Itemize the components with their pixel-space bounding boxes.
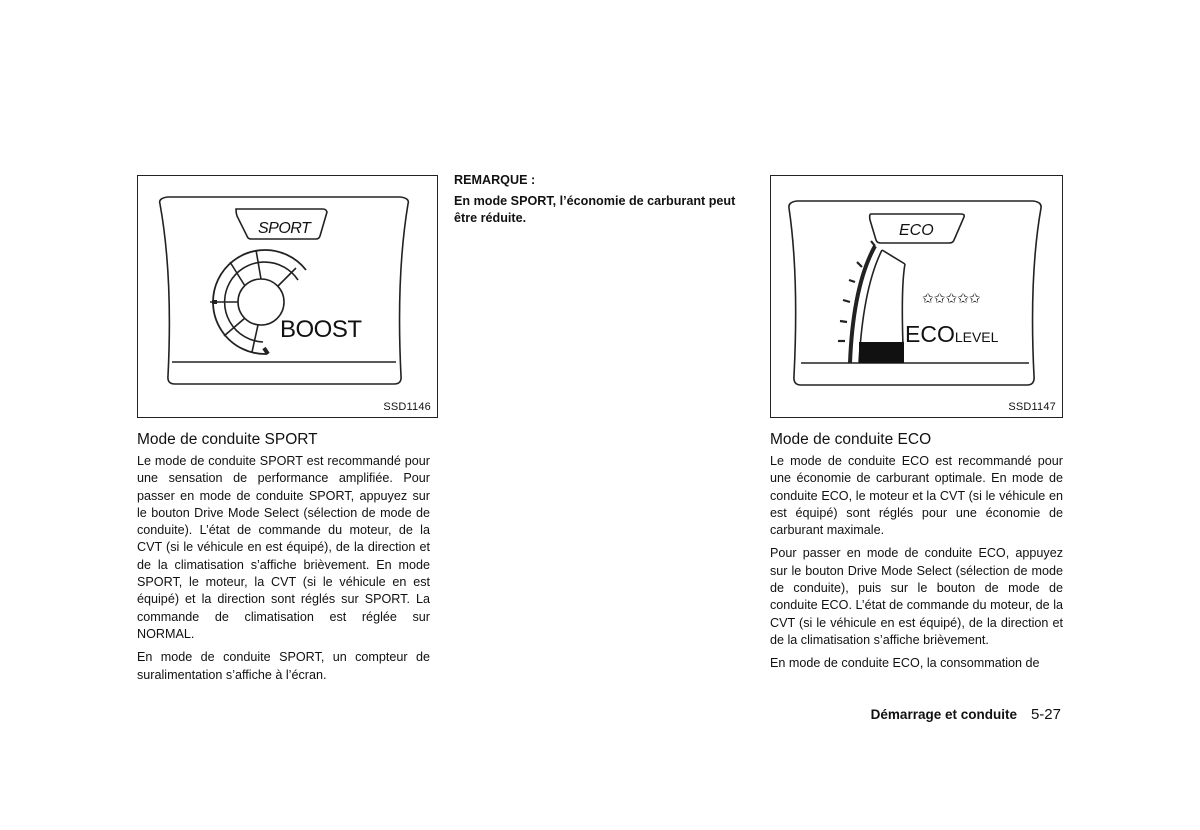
- paragraph: Le mode de conduite SPORT est recommandé pour une sensation de performance amplifiée. Pour passer en mode de conduite SPORT, appuyez sur le bouton Drive Mode Select (sélection de mode de conduite). L’état de commande du moteur, de la CVT (si le véhicule en est équipé), de la direction et de la climatisation s’affiche brièvement. En mode SPORT, le moteur, la CVT (si le véhicule en est équipé) et la direction sont réglés sur SPORT. La commande de climatisation est réglée sur NORMAL.: [137, 454, 430, 641]
- paragraph: En mode de conduite SPORT, un compteur de suralimentation s’affiche à l’écran.: [137, 650, 430, 682]
- remark-block: [454, 172, 748, 228]
- section-heading-eco: Mode de conduite ECO: [770, 431, 932, 448]
- figure-code: SSD1147: [1008, 401, 1056, 413]
- right-text-column: [770, 431, 1063, 679]
- paragraph: Pour passer en mode de conduite ECO, appuyez sur le bouton Drive Mode Select (sélection de mode de conduite), puis sur le bouton de mode de conduite ECO. L’état de commande du moteur, de la CVT (si le véhicule en est équipé), de la direction et de la climatisation s’affiche brièvement.: [770, 546, 1063, 647]
- sport-mode-figure: [137, 175, 438, 418]
- paragraph: En mode de conduite ECO, la consommation de: [770, 656, 1040, 671]
- section-heading-sport: Mode de conduite SPORT: [137, 431, 318, 448]
- remark-title: REMARQUE :: [454, 173, 536, 187]
- level-label: LEVEL: [954, 329, 999, 345]
- footer-section-name: Démarrage et conduite: [870, 707, 1017, 722]
- eco-mode-label: ECO: [899, 222, 934, 239]
- eco-mode-figure: [770, 175, 1063, 418]
- eco-level-fill: [859, 342, 904, 363]
- remark-text: En mode SPORT, l’économie de carburant peut être réduite.: [454, 194, 736, 226]
- sport-display-illustration: [138, 176, 436, 416]
- eco-stars: ✩✩✩✩✩: [922, 290, 981, 306]
- paragraph: Le mode de conduite ECO est recommandé pour une économie de carburant optimale. En mode de conduite ECO, le moteur et la CVT (si le véhicule en est équipé) sont réglés pour une économie de carburant maximale.: [770, 454, 1063, 538]
- eco-level-label: [905, 321, 998, 348]
- eco-label: ECO: [905, 321, 955, 347]
- eco-level-gauge: [838, 241, 905, 363]
- figure-code: SSD1146: [383, 401, 431, 413]
- left-text-column: [137, 431, 430, 690]
- sport-mode-label: SPORT: [258, 220, 311, 237]
- eco-display-illustration: [771, 176, 1061, 416]
- page-number: 5-27: [1030, 706, 1061, 723]
- page-footer: [871, 706, 1061, 723]
- boost-label: BOOST: [280, 316, 362, 343]
